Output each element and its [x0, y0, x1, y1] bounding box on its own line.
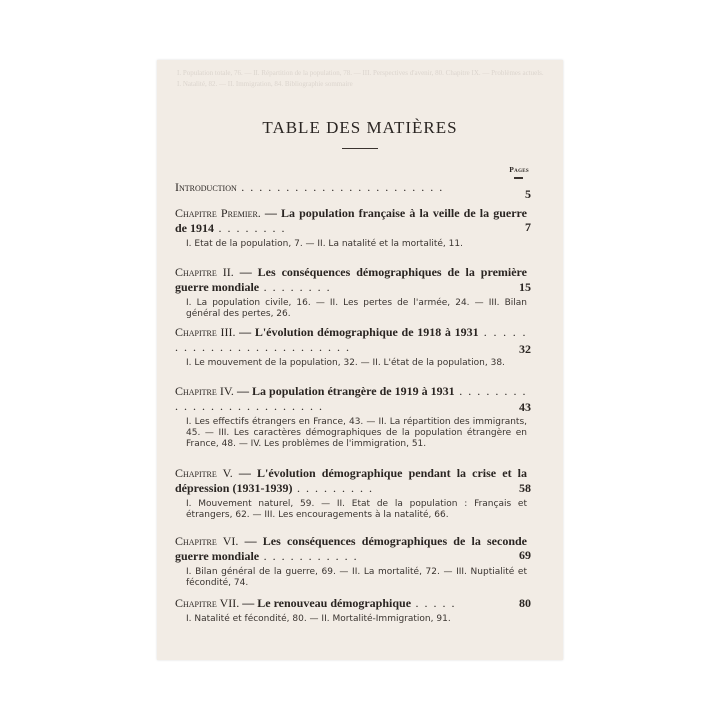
chapter-label: Chapitre VI. [175, 534, 239, 548]
chapter-label: Chapitre Premier. [175, 206, 261, 220]
toc-entry-chapter-4 [175, 384, 527, 449]
chapter-heading: — La population française à la veille de la guerre de 1914 [175, 206, 527, 235]
chapter-heading: — Les conséquences démographiques de la seconde guerre mondiale [175, 534, 527, 563]
page-number: 32 [519, 342, 531, 356]
page-number: 69 [519, 548, 531, 562]
toc-entry-introduction [175, 180, 527, 195]
toc-entry-chapter-1 [175, 206, 527, 250]
toc-entry-chapter-7 [175, 596, 527, 625]
leader-dots: . . . . . . . . [259, 280, 332, 294]
page-title: TABLE DES MATIÈRES [262, 118, 458, 137]
page-number: 80 [519, 596, 531, 610]
leader-dots: . . . . . . . . . . . . . . . . . . . . . . . . . [175, 384, 527, 413]
leader-dots: . . . . . . . . . . . . . . . . . . . . . . . . . [175, 325, 527, 354]
chapter-sections: I. Mouvement naturel, 59. — II. Etat de la population : Français et étrangers, 62. — III. Les encouragements à la natalité, 66. [186, 499, 527, 520]
chapter-sections: I. Le mouvement de la population, 32. — II. L'état de la population, 38. [186, 358, 505, 368]
toc-entry-chapter-3 [175, 325, 527, 369]
chapter-heading: — L'évolution démographique de 1918 à 1931 [235, 325, 479, 339]
toc-entry-chapter-5 [175, 466, 527, 521]
page-number: 58 [519, 481, 531, 495]
page-number: 5 [525, 187, 531, 201]
chapter-heading: — Les conséquences démographiques de la première guerre mondiale [175, 265, 527, 294]
page-number: 7 [525, 220, 531, 234]
leader-dots: . . . . . . . . [214, 221, 286, 235]
toc-entry-chapter-6 [175, 534, 527, 589]
chapter-label: Introduction [175, 180, 237, 194]
pages-column-rule [514, 177, 523, 179]
leader-dots: . . . . . . . . . [292, 481, 374, 495]
chapter-label: Chapitre II. [175, 265, 234, 279]
chapter-sections: I. La population civile, 16. — II. Les pertes de l'armée, 24. — III. Bilan général des pertes, 26. [186, 298, 527, 319]
chapter-heading: — Le renouveau démographique [239, 596, 412, 610]
page-number: 43 [519, 400, 531, 414]
chapter-label: Chapitre IV. [175, 384, 234, 398]
leader-dots: . . . . . [411, 596, 457, 610]
pages-column-label: Pages [509, 165, 529, 174]
title-rule [342, 148, 378, 149]
book-page [157, 60, 563, 660]
toc-entry-chapter-2 [175, 265, 527, 320]
chapter-sections: I. Natalité et fécondité, 80. — II. Mortalité-Immigration, 91. [186, 614, 451, 624]
leader-dots: . . . . . . . . . . . . . . . . . . . . . . . [236, 180, 444, 194]
chapter-label: Chapitre VII. [175, 596, 240, 610]
chapter-sections: I. Etat de la population, 7. — II. La natalité et la mortalité, 11. [186, 239, 463, 249]
chapter-sections: I. Bilan général de la guerre, 69. — II. La mortalité, 72. — III. Nuptialité et fécondité, 74. [186, 567, 527, 588]
chapter-label: Chapitre III. [175, 325, 236, 339]
chapter-sections: I. Les effectifs étrangers en France, 43. — II. La répartition des immigrants, 45. — III. Les caractères démographiques de la population étrangère en France, 48. — IV. Les problèmes de l'immigration, 51. [186, 417, 527, 449]
chapter-label: Chapitre V. [175, 466, 233, 480]
leader-dots: . . . . . . . . . . . [259, 549, 359, 563]
page-number: 15 [519, 280, 531, 294]
chapter-heading: — La population étrangère de 1919 à 1931 [233, 384, 455, 398]
show-through-text: I. Population totale, 76. — II. Répartition de la population, 78. — III. Perspectives d'avenir, 80. Chapitre IX. — Problèmes actuels. I. Natalité, 82. — II. Immigration, 84. Bibliographie sommaire [177, 69, 544, 88]
chapter-heading: — L'évolution démographique pendant la crise et la dépression (1931-1939) [175, 466, 528, 495]
